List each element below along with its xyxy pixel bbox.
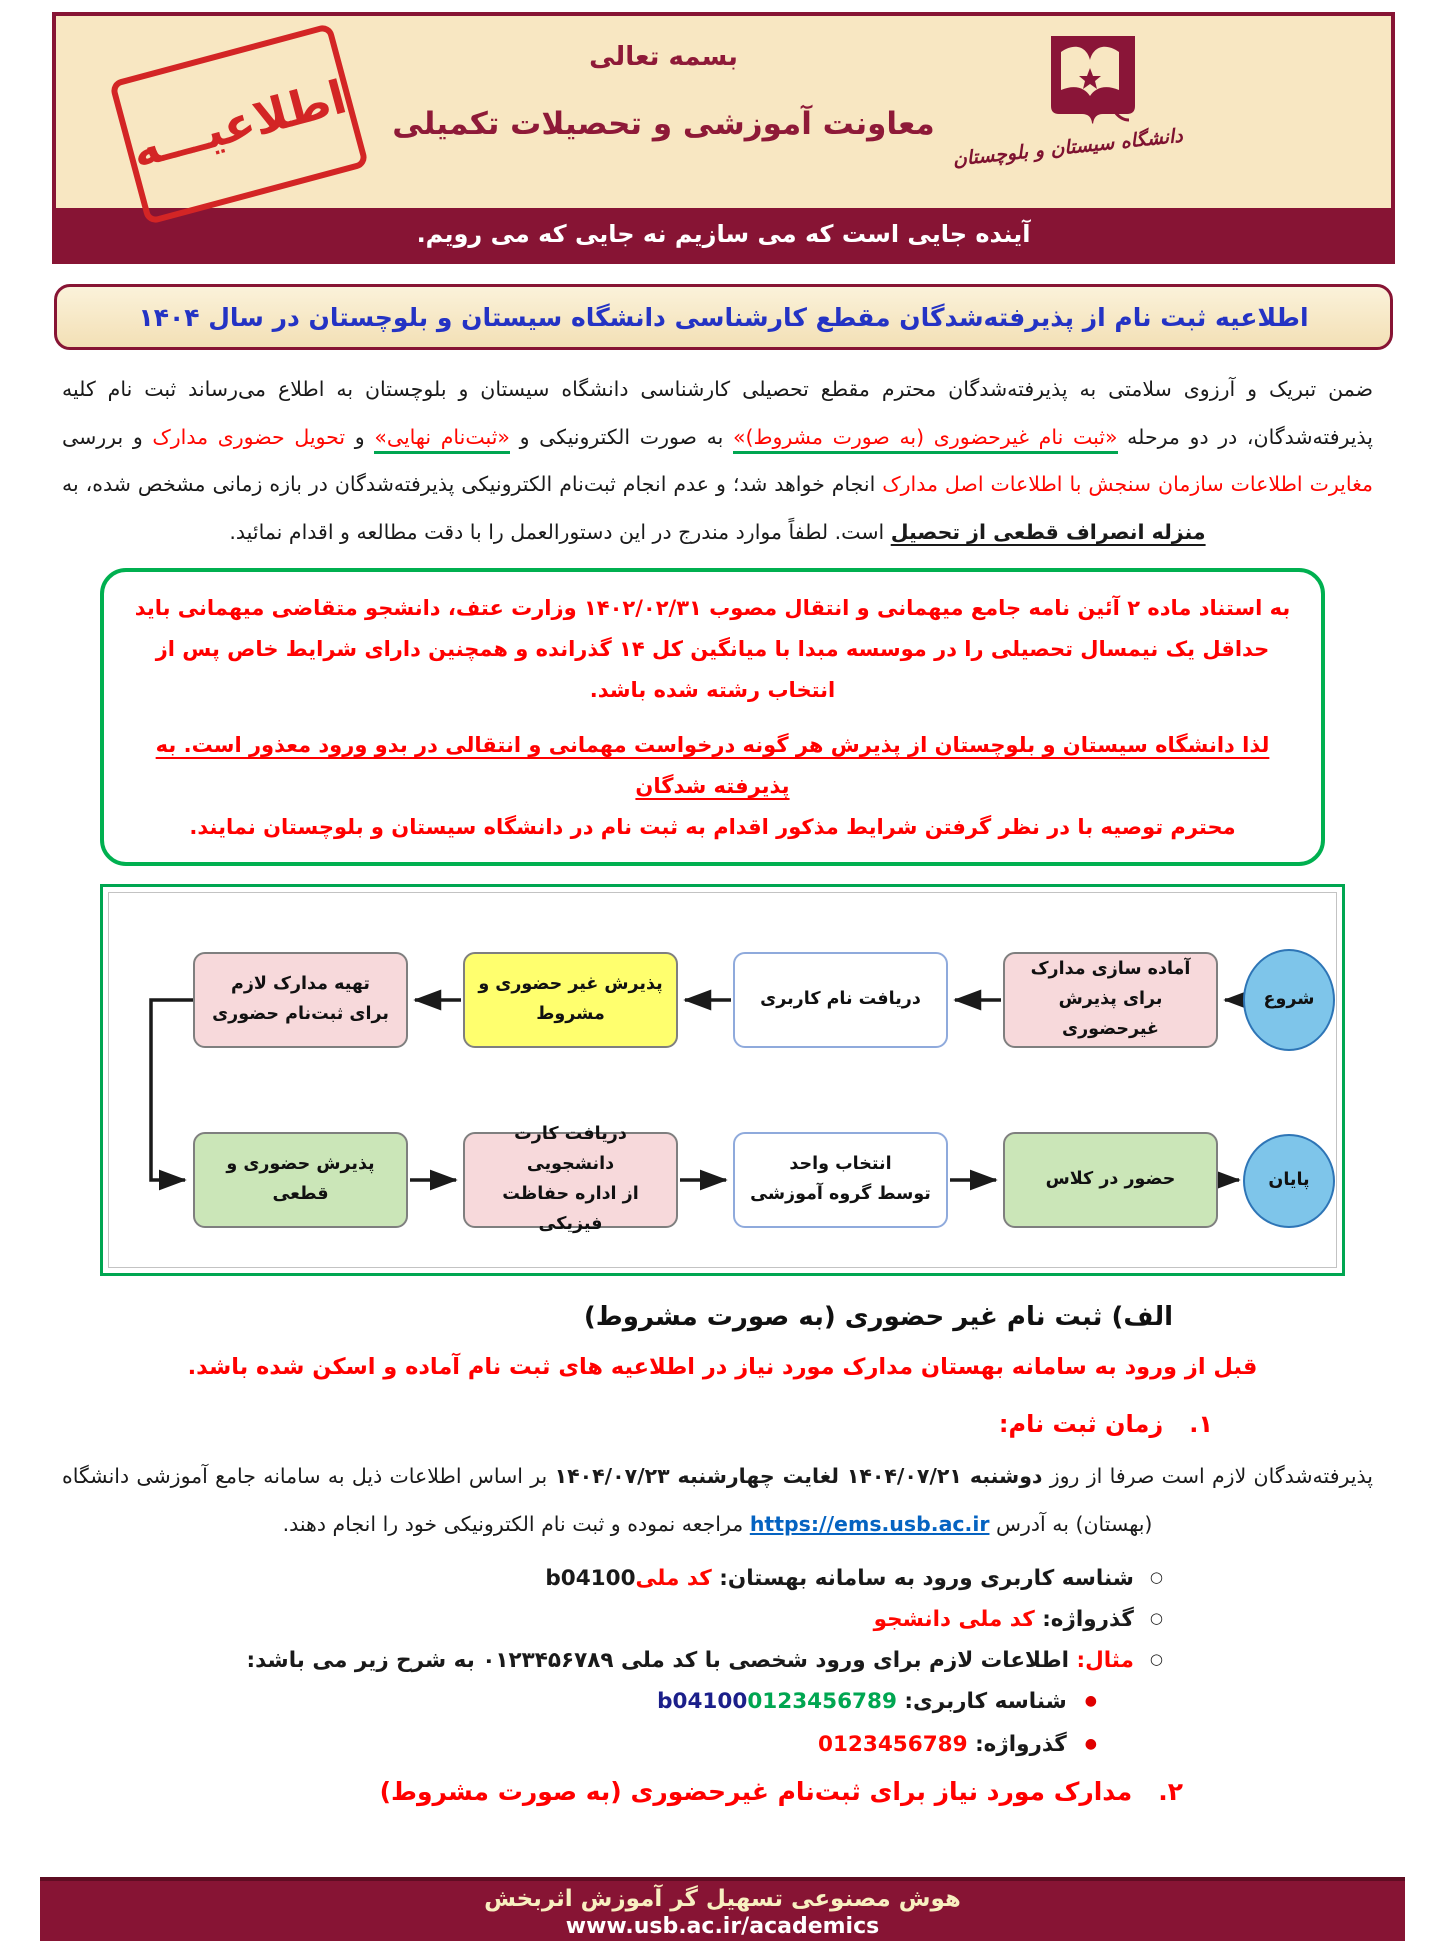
intro-seg1: ضمن تبریک و آرزوی سلامتی به پذیرفته‌شدگان محترم مقطع تحصیلی کارشناسی دانشگاه سیستان و بلوچستان به اطلاع می‌رساند ثبت نام کلیه پذیرفته‌شدگان، در دو مرحله xyxy=(62,377,1373,449)
credentials-list xyxy=(0,1566,1445,1757)
bullet3-code: ۰۱۲۳۴۵۶۷۸۹ xyxy=(482,1648,614,1674)
intro-paragraph xyxy=(62,366,1373,556)
header-top xyxy=(56,16,1391,208)
dot-bullet-icon: ● xyxy=(1084,1736,1097,1753)
footer-tagline: هوش مصنوعی تسهیل گر آموزش اثربخش xyxy=(484,1886,961,1912)
scan-documents-note: قبل از ورود به سامانه بهستان مدارک مورد نیاز در اطلاعیه های ثبت نام آماده و اسکن شده باشد. xyxy=(187,1353,1258,1380)
time-text2: بر اساس اطلاعات ذیل به سامانه جامع آموزشی دانشگاه (بهستان) به آدرس xyxy=(62,1463,1153,1536)
item1-number: ۱. xyxy=(1189,1409,1213,1438)
bullet2-value: کد ملی دانشجو xyxy=(873,1607,1035,1633)
intro-seg3: و xyxy=(345,424,375,449)
flow-node-prepare-docs: آماده سازی مدارک برای پذیرش غیرحضوری xyxy=(1003,952,1218,1048)
item2-required-documents xyxy=(0,1777,1183,1806)
intro-seg2: به صورت الکترونیکی و xyxy=(509,424,733,449)
stamp-label: اطلاعیـــه xyxy=(126,69,352,179)
time-text1: پذیرفته‌شدگان لازم است صرفا از روز xyxy=(1042,1463,1374,1488)
notice-paragraph1: به استناد ماده ۲ آئین نامه جامع میهمانی و انتقال مصوب ۱۴۰۲/۰۲/۳۱ وزارت عتف، دانشجو متقاضی میهمانی باید حداقل یک نیمسال تحصیلی را در موسسه مبدا با میانگین کل ۱۴ گذرانده و همچنین دارای شرایط خاص پس از انتخاب رشته شده باشد. xyxy=(134,596,1291,703)
flow-node-get-username: دریافت نام کاربری xyxy=(733,952,948,1048)
list-item-username xyxy=(0,1566,1445,1591)
phrase-conditional-registration: «ثبت نام غیرحضوری (به صورت مشروط)» xyxy=(733,425,1118,454)
announcement-stamp xyxy=(109,23,369,225)
guest-transfer-notice-box xyxy=(100,568,1325,866)
flow-node-student-card: دریافت کارت دانشجویی از اداره حفاظت فیزیکی xyxy=(463,1132,678,1228)
bullet1-national-code: کد ملی xyxy=(635,1566,712,1592)
phrase-definitive-withdrawal: منزله انصراف قطعی از تحصیل xyxy=(890,519,1206,544)
page-title: اطلاعیه ثبت نام از پذیرفته‌شدگان مقطع کارشناسی دانشگاه سیستان و بلوچستان در سال ۱۴۰۴ xyxy=(138,302,1309,332)
sub1-label: شناسه کاربری: xyxy=(896,1689,1067,1715)
footer xyxy=(40,1877,1405,1941)
sub1-prefix: b04100 xyxy=(657,1689,748,1715)
phrase-document-delivery: تحویل حضوری مدارک xyxy=(152,424,346,449)
flow-node-final-admission: پذیرش حضوری و قطعی xyxy=(193,1132,408,1228)
header-text-block xyxy=(366,16,961,142)
phrase-data-mismatch: مغایرت اطلاعات سازمان سنجش با اطلاعات اصل مدارک xyxy=(882,472,1373,497)
flow-node-start: شروع xyxy=(1243,949,1335,1051)
header xyxy=(52,12,1395,264)
bismillah-text: بسمه تعالی xyxy=(589,42,738,72)
circle-bullet-icon: ○ xyxy=(1149,1568,1163,1587)
sub2-value: 0123456789 xyxy=(817,1732,968,1758)
footer-url-link[interactable]: www.usb.ac.ir/academics xyxy=(565,1914,880,1939)
portal-link[interactable]: https://ems.usb.ac.ir xyxy=(749,1511,990,1536)
item1-title: زمان ثبت نام: xyxy=(998,1409,1164,1438)
intro-seg4: و بررسی xyxy=(62,424,153,449)
circle-bullet-icon: ○ xyxy=(1149,1609,1163,1628)
registration-dates: دوشنبه ۱۴۰۴/۰۷/۲۱ لغایت چهارشنبه ۱۴۰۴/۰۷/۲۳ xyxy=(554,1463,1043,1488)
dot-bullet-icon: ● xyxy=(1084,1693,1097,1710)
flow-node-end: پایان xyxy=(1243,1134,1335,1228)
item1-registration-time xyxy=(0,1410,1213,1438)
list-item-example xyxy=(0,1648,1445,1673)
registration-flowchart xyxy=(100,884,1345,1276)
sub-item-username-example xyxy=(0,1689,1445,1714)
flow-node-course-selection: انتخاب واحد توسط گروه آموزشی xyxy=(733,1132,948,1228)
intro-seg5: انجام خواهد شد؛ و عدم انجام ثبت‌نام الکترونیکی پذیرفته‌شدگان در بازه زمانی مشخص شده، به xyxy=(62,472,883,497)
university-logo-icon xyxy=(1045,34,1141,126)
department-title: معاونت آموزشی و تحصیلات تکمیلی xyxy=(392,106,935,142)
intro-seg6: است. لطفاً موارد مندرج در این دستورالعمل را با دقت مطالعه و اقدام نمائید. xyxy=(229,519,891,544)
flow-node-prepare-inperson-docs: تهیه مدارک لازم برای ثبت‌نام حضوری xyxy=(193,952,408,1048)
time-text3: مراجعه نموده و ثبت نام الکترونیکی خود را انجام دهند. xyxy=(282,1511,750,1536)
item2-number: ۲. xyxy=(1158,1777,1183,1807)
bullet1-label: شناسه کاربری ورود به سامانه بهستان: xyxy=(711,1566,1134,1592)
title-bar xyxy=(54,284,1393,350)
slogan-banner xyxy=(56,208,1391,260)
bullet2-label: گذرواژه: xyxy=(1034,1607,1134,1633)
list-item-password xyxy=(0,1607,1445,1632)
item2-title: مدارک مورد نیاز برای ثبت‌نام غیرحضوری (به صورت مشروط) xyxy=(379,1777,1133,1807)
bullet3-text2: به شرح زیر می باشد: xyxy=(246,1648,483,1674)
sub-item-password-example xyxy=(0,1732,1445,1757)
sub1-code: 0123456789 xyxy=(747,1689,897,1715)
notice-paragraph2-line2: محترم توصیه با در نظر گرفتن شرایط مذکور اقدام به ثبت نام در دانشگاه سیستان و بلوچستان نمایند. xyxy=(189,814,1236,839)
circle-bullet-icon: ○ xyxy=(1149,1650,1163,1669)
notice-paragraph2-line1: لذا دانشگاه سیستان و بلوچستان از پذیرش هر گونه درخواست مهمانی و انتقالی در بدو ورود معذور است. به پذیرفته شدگان xyxy=(155,733,1270,798)
section-a-heading: الف) ثبت نام غیر حضوری (به صورت مشروط) xyxy=(583,1301,1173,1332)
registration-time-paragraph xyxy=(62,1452,1373,1548)
university-name-calligraphy: دانشگاه سیستان و بلوچستان xyxy=(951,124,1184,171)
phrase-final-registration: «ثبت‌نام نهایی» xyxy=(374,425,510,454)
sub2-label: گذرواژه: xyxy=(967,1732,1067,1758)
university-logo xyxy=(951,34,1184,171)
flow-node-attend-class: حضور در کلاس xyxy=(1003,1132,1218,1228)
slogan-text: آینده جایی است که می سازیم نه جایی که می رویم. xyxy=(416,220,1031,248)
bullet3-text1: اطلاعات لازم برای ورود شخصی با کد ملی xyxy=(613,1648,1077,1674)
bullet1-prefix: b04100 xyxy=(545,1566,636,1592)
flow-node-conditional-admission: پذیرش غیر حضوری و مشروط xyxy=(463,952,678,1048)
bullet3-example-label: مثال: xyxy=(1076,1648,1134,1674)
